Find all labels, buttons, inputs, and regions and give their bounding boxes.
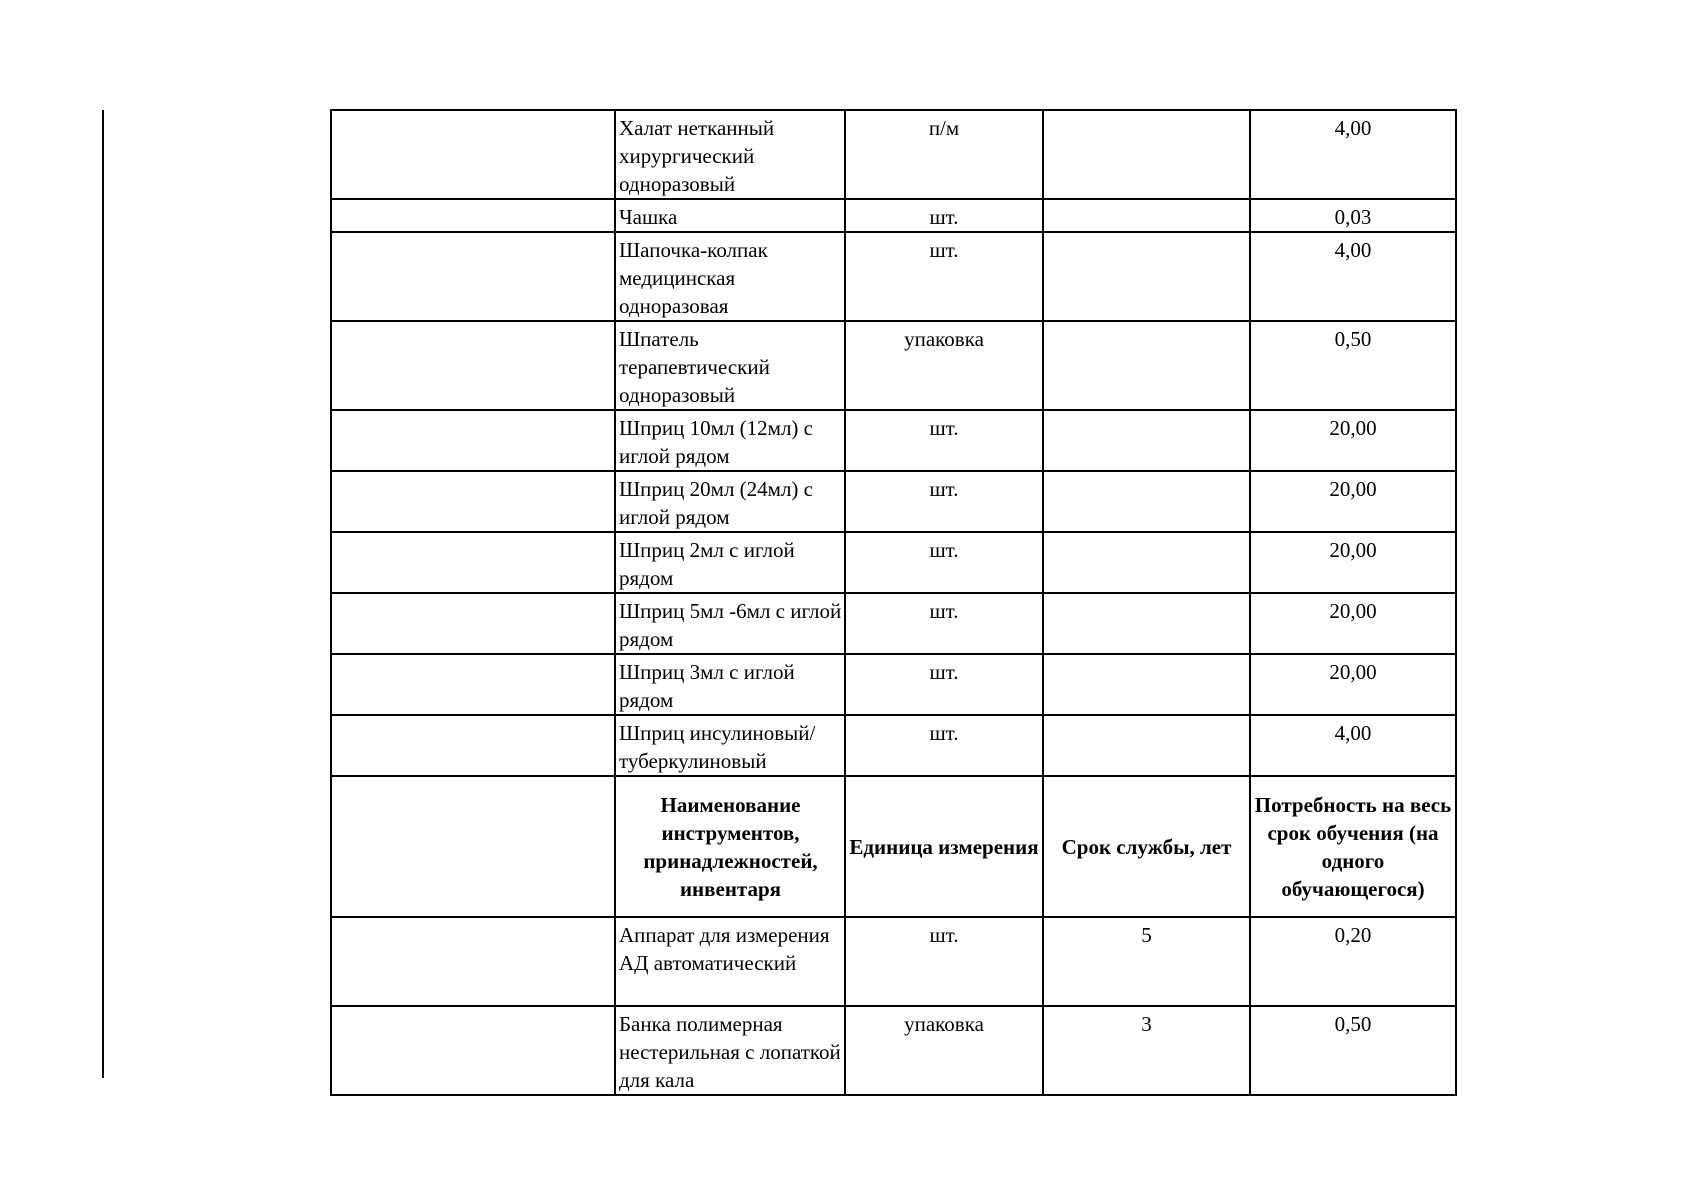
item-service-life — [1043, 715, 1250, 776]
table-row — [331, 654, 1456, 715]
table-row — [331, 321, 1456, 410]
item-need: 0,50 — [1250, 1006, 1456, 1095]
item-name: Шприц 3мл с иглой рядом — [615, 654, 845, 715]
empty-cell — [331, 776, 615, 917]
item-unit: шт. — [845, 471, 1043, 532]
item-need: 20,00 — [1250, 654, 1456, 715]
item-need: 20,00 — [1250, 532, 1456, 593]
item-service-life — [1043, 410, 1250, 471]
empty-cell — [331, 1006, 615, 1095]
item-need: 4,00 — [1250, 715, 1456, 776]
empty-cell — [331, 232, 615, 321]
item-need: 0,03 — [1250, 199, 1456, 232]
empty-cell — [331, 654, 615, 715]
item-unit: шт. — [845, 232, 1043, 321]
item-need: 0,50 — [1250, 321, 1456, 410]
item-need: 20,00 — [1250, 410, 1456, 471]
item-need: 20,00 — [1250, 471, 1456, 532]
item-service-life — [1043, 232, 1250, 321]
empty-cell — [331, 321, 615, 410]
item-name: Шприц 20мл (24мл) с иглой рядом — [615, 471, 845, 532]
table-row — [331, 199, 1456, 232]
item-service-life — [1043, 199, 1250, 232]
item-name: Аппарат для измерения АД автоматический — [615, 917, 845, 1006]
item-unit: шт. — [845, 593, 1043, 654]
header-name: Наименование инструментов, принадлежностей, инвентаря — [615, 776, 845, 917]
item-service-life: 5 — [1043, 917, 1250, 1006]
table-header-row — [331, 776, 1456, 917]
item-name: Шприц инсулиновый/ туберкулиновый — [615, 715, 845, 776]
empty-cell — [331, 715, 615, 776]
item-name: Шприц 5мл -6мл с иглой рядом — [615, 593, 845, 654]
item-name: Шприц 10мл (12мл) с иглой рядом — [615, 410, 845, 471]
empty-cell — [331, 532, 615, 593]
table-row — [331, 917, 1456, 1006]
item-unit: шт. — [845, 410, 1043, 471]
table-row — [331, 110, 1456, 199]
item-service-life — [1043, 471, 1250, 532]
item-name: Шприц 2мл с иглой рядом — [615, 532, 845, 593]
table-row — [331, 1006, 1456, 1095]
item-unit: шт. — [845, 715, 1043, 776]
empty-cell — [331, 199, 615, 232]
empty-cell — [331, 471, 615, 532]
header-need: Потребность на весь срок обучения (на одного обучающегося) — [1250, 776, 1456, 917]
item-need: 0,20 — [1250, 917, 1456, 1006]
empty-cell — [331, 917, 615, 1006]
item-service-life — [1043, 532, 1250, 593]
item-name: Шпатель терапевтический одноразовый — [615, 321, 845, 410]
item-need: 4,00 — [1250, 232, 1456, 321]
empty-cell — [331, 593, 615, 654]
item-service-life — [1043, 321, 1250, 410]
empty-cell — [331, 110, 615, 199]
table-row — [331, 593, 1456, 654]
item-unit: шт. — [845, 917, 1043, 1006]
consumables-table — [330, 109, 1457, 1096]
item-name: Чашка — [615, 199, 845, 232]
item-name: Банка полимерная нестерильная с лопаткой для кала — [615, 1006, 845, 1095]
table-row — [331, 715, 1456, 776]
table-row — [331, 410, 1456, 471]
item-unit: упаковка — [845, 1006, 1043, 1095]
table-row — [331, 232, 1456, 321]
item-service-life: 3 — [1043, 1006, 1250, 1095]
item-need: 4,00 — [1250, 110, 1456, 199]
item-need: 20,00 — [1250, 593, 1456, 654]
item-service-life — [1043, 593, 1250, 654]
item-unit: п/м — [845, 110, 1043, 199]
item-unit: шт. — [845, 654, 1043, 715]
item-unit: шт. — [845, 532, 1043, 593]
table-row — [331, 471, 1456, 532]
page-margin-line — [102, 110, 104, 1078]
item-service-life — [1043, 110, 1250, 199]
item-name: Шапочка-колпак медицинская одноразовая — [615, 232, 845, 321]
item-name: Халат нетканный хирургический одноразовый — [615, 110, 845, 199]
empty-cell — [331, 410, 615, 471]
header-unit: Единица измерения — [845, 776, 1043, 917]
table-row — [331, 532, 1456, 593]
item-service-life — [1043, 654, 1250, 715]
item-unit: шт. — [845, 199, 1043, 232]
header-service-life: Срок службы, лет — [1043, 776, 1250, 917]
item-unit: упаковка — [845, 321, 1043, 410]
